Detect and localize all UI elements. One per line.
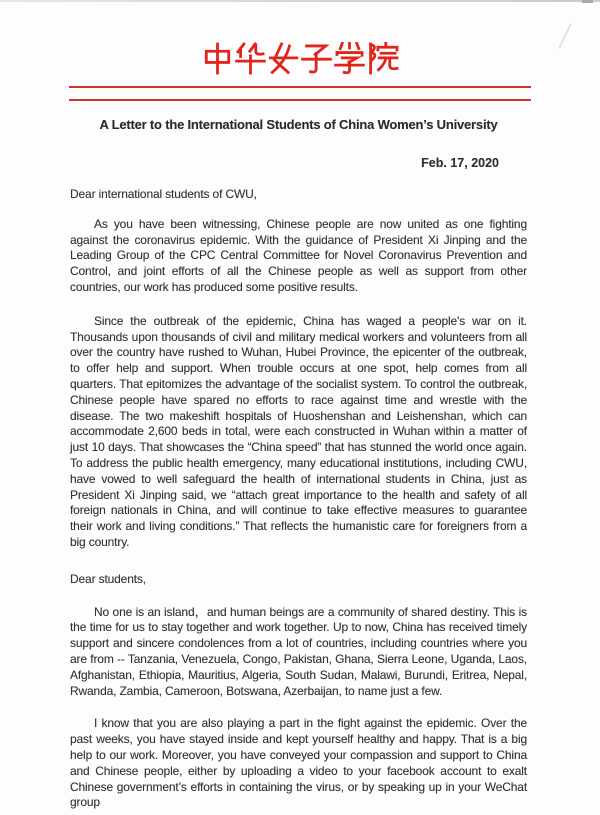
university-name-calligraphy xyxy=(201,42,399,75)
paragraph-your-part: I know that you are also playing a part in the fight against the epidemic. Over the past weeks, you have stayed inside and kept yourself healthy and happy. That is a big help to our work. Moreover, you have conveyed your compassion and support to China and Chinese people, either by uploading a video to your facebook account to exalt Chinese government’s efforts in containing the virus, or by speaking up in your WeChat group xyxy=(70,716,527,810)
paragraph-shared-destiny: No one is an island，and human beings are a community of shared destiny. This is the time for us to stay together and work together. Up to now, China has received timely support and sincere condolences from a lot of countries, including countries where you are from -- Tanzania, Venezuela, Congo, Pakistan, Ghana, Sierra Leone, Uganda, Laos, Afghanistan, Ethiopia, Mauritius, Algeria, South Sudan, Malawi, Burundi, Eritrea, Nepal, Rwanda, Zambia, Cameroon, Botswana, Azerbaijan, to name just a few. xyxy=(70,604,527,698)
paragraph-peoples-war: Since the outbreak of the epidemic, China has waged a people's war on it. Thousands upon thousands of civil and military medical workers and volunteers from all over the country have rushed to Wuhan, Hubei Province, the epicenter of the outbreak, to offer help and support. When trouble occurs at one spot, help comes from all quarters. That epitomizes the advantage of the socialist system. To control the outbreak, Chinese people have spared no efforts to race against time and wrestle with the disease. The two makeshift hospitals of Huoshenshan and Leishenshan, which can accommodate 2,600 beds in total, were each constructed in Wuhan within a matter of just 10 days. That showcases the “China speed” that has stunned the world once again. To address the public health emergency, many educational institutions, including CWU, have vowed to well safeguard the health of international students in China, just as President Xi Jinping said, we “attach great importance to the health and safety of all foreign nationals in China, and will continue to take effective measures to guarantee their work and living conditions.” That reflects the humanistic care for foreigners from a big country. xyxy=(70,313,527,549)
cn-char-hua xyxy=(234,42,267,75)
letterhead-rule-bottom xyxy=(69,99,531,101)
cn-char-zi xyxy=(300,42,333,75)
cn-char-zhong xyxy=(201,42,234,75)
letterhead xyxy=(0,0,600,101)
salutation-international-students: Dear international students of CWU, xyxy=(70,187,257,201)
letter-date: Feb. 17, 2020 xyxy=(421,156,499,170)
cn-char-yuan xyxy=(366,42,399,75)
letter-title: A Letter to the International Students of China Women’s University xyxy=(99,117,498,132)
cn-char-nv xyxy=(267,42,300,75)
letterhead-rule-top xyxy=(69,86,531,88)
salutation-students: Dear students, xyxy=(70,571,146,586)
cn-char-xue xyxy=(333,42,366,75)
scan-edge-artifact xyxy=(0,0,600,2)
letter-body xyxy=(0,117,600,811)
paragraph-united-fight: As you have been witnessing, Chinese people are now united as one fighting against the coronavirus epidemic. With the guidance of President Xi Jinping and the Leading Group of the CPC Central Committee for Novel Coronavirus Prevention and Control, and joint efforts of all the Chinese people as well as support from other countries, our work has produced some positive results. xyxy=(70,216,527,294)
